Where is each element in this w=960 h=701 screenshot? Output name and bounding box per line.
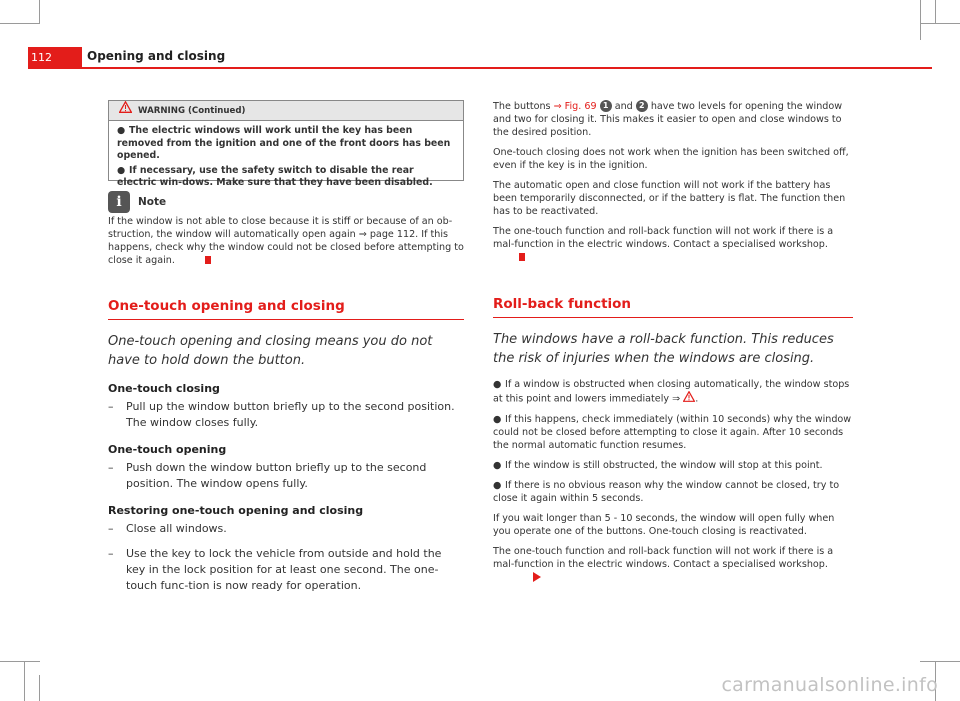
note-label: Note xyxy=(138,195,167,208)
crop-mark xyxy=(0,661,40,662)
warning-item xyxy=(117,125,455,163)
bullet-item xyxy=(493,378,853,406)
paragraph xyxy=(493,225,853,264)
text: If the window is still obstructed, the window will stop at this point. xyxy=(505,460,823,471)
text: have two levels for opening the window and two for closing it. This makes it easier to open and close windows to the desired position. xyxy=(493,101,843,138)
paragraph xyxy=(493,100,853,139)
dash-icon: – xyxy=(108,547,114,560)
warning-header xyxy=(109,101,463,121)
list-item-text: Close all windows. xyxy=(126,522,227,535)
text: The one-touch function and roll-back function will not work if there is a mal-function in the electric windows. Contact a specialised workshop. xyxy=(493,226,834,250)
bullet-icon: ● xyxy=(493,460,502,471)
warning-heading: WARNING (Continued) xyxy=(138,105,246,116)
page-title: Opening and closing xyxy=(87,49,226,63)
text: If a window is obstructed when closing automatically, the window stops at this point and lowers immediately ⇒ xyxy=(493,379,850,405)
bullet-icon: ● xyxy=(117,164,126,176)
note-header xyxy=(108,191,464,213)
bullet-item xyxy=(493,413,853,452)
text: The buttons xyxy=(493,101,554,112)
subheading-closing: One-touch closing xyxy=(108,382,220,395)
crop-mark xyxy=(24,661,25,701)
crop-mark xyxy=(39,675,40,701)
list-item-text: Pull up the window button briefly up to the second position. The window closes fully. xyxy=(126,400,455,429)
note-body: If the window is not able to close because it is stiff or because of an ob-struction, the window will automatically open again ⇒ page 112. If this happens, check why the window could not be closed before attempting to close it again. xyxy=(108,216,464,266)
list-item-text: Push down the window button briefly up to the second position. The window opens fully. xyxy=(126,461,427,490)
section-intro: The windows have a roll-back function. This reduces the risk of injuries when the windows are closing. xyxy=(493,332,834,366)
bullet-icon: ● xyxy=(493,480,502,491)
callout-number: 1 xyxy=(600,100,612,112)
warning-item xyxy=(117,165,455,190)
warning-triangle-icon xyxy=(119,101,132,121)
callout-number: 2 xyxy=(636,100,648,112)
list-item xyxy=(108,546,464,594)
bullet-icon: ● xyxy=(117,125,126,136)
crop-mark xyxy=(920,0,921,40)
list-item-text: Use the key to lock the vehicle from outside and hold the key in the lock position for at least one second. The one-touch func-tion is now ready for operation. xyxy=(126,547,442,592)
right-column xyxy=(493,100,853,591)
warning-item-text: If necessary, use the safety switch to disable the rear electric win-dows. Make sure that they have been disabled. xyxy=(117,164,433,188)
text: and xyxy=(611,101,636,112)
list-item xyxy=(108,521,464,537)
warning-item-text: The electric windows will work until the key has been removed from the ignition and one of the front doors has been opened. xyxy=(117,125,451,161)
list-item xyxy=(108,399,464,431)
left-column xyxy=(108,100,464,594)
subheading-restore: Restoring one-touch opening and closing xyxy=(108,504,364,517)
page-number: 112 xyxy=(28,47,82,69)
text: If there is no obvious reason why the window cannot be closed, try to close it again within 5 seconds. xyxy=(493,480,840,504)
figure-link[interactable]: ⇒ Fig. 69 xyxy=(553,101,597,112)
list-item xyxy=(108,460,464,492)
bullet-item xyxy=(493,479,853,505)
paragraph xyxy=(493,545,853,584)
section-title-one-touch: One-touch opening and closing xyxy=(108,298,345,314)
paragraph: One-touch closing does not work when the ignition has been switched off, even if the key is in the ignition. xyxy=(493,147,849,171)
warning-box xyxy=(108,100,464,188)
dash-icon: – xyxy=(108,400,114,413)
section-rule xyxy=(493,317,853,318)
crop-mark xyxy=(935,0,936,24)
crop-mark xyxy=(39,0,40,24)
crop-mark xyxy=(920,23,960,24)
section-end-icon xyxy=(205,256,211,264)
header-rule xyxy=(28,67,932,69)
section-rule xyxy=(108,319,464,320)
subheading-opening: One-touch opening xyxy=(108,443,227,456)
paragraph: The automatic open and close function will not work if the battery has been temporarily disconnected, or if the battery is flat. The function then has to be reactivated. xyxy=(493,180,846,217)
crop-mark xyxy=(920,661,960,662)
dash-icon: – xyxy=(108,522,114,535)
crop-mark xyxy=(0,23,40,24)
section-end-icon xyxy=(519,253,525,261)
text: The one-touch function and roll-back function will not work if there is a mal-function in the electric windows. Contact a specialised workshop. xyxy=(493,546,834,570)
dash-icon: – xyxy=(108,461,114,474)
bullet-icon: ● xyxy=(493,414,502,425)
section-intro: One-touch opening and closing means you do not have to hold down the button. xyxy=(108,334,433,368)
section-title-rollback: Roll-back function xyxy=(493,296,632,312)
text: . xyxy=(695,393,699,405)
note-text xyxy=(108,215,464,267)
bullet-icon: ● xyxy=(493,379,502,390)
paragraph: If you wait longer than 5 - 10 seconds, the window will open fully when you operate one of the buttons. One-touch closing is reactivated. xyxy=(493,513,835,537)
continue-arrow-icon xyxy=(533,572,541,582)
info-note-icon: i xyxy=(108,191,130,213)
watermark: carmanualsonline.info xyxy=(721,674,938,696)
bullet-item xyxy=(493,459,853,472)
text: If this happens, check immediately (within 10 seconds) why the window could not be closed before attempting to close it again. After 10 seconds the normal automatic function resumes. xyxy=(493,414,852,451)
warning-triangle-icon[interactable] xyxy=(683,391,695,406)
